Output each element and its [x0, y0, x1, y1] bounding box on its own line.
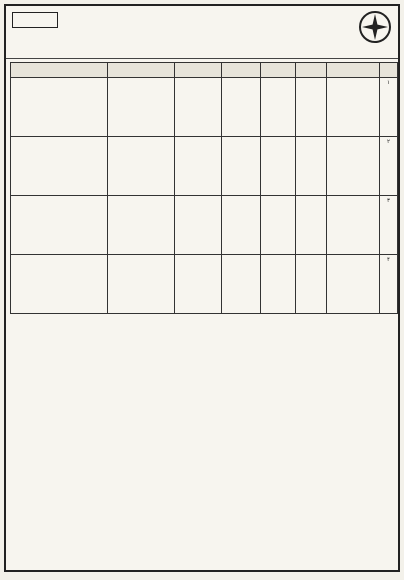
- ad-title: [126, 8, 278, 32]
- cell-address: [108, 255, 175, 314]
- newspaper-clipping: [4, 4, 400, 572]
- condition-item: [12, 465, 392, 481]
- auction-table: [10, 62, 398, 314]
- organization-name: [284, 12, 354, 34]
- cell-description: [11, 255, 108, 314]
- cell-area: [261, 196, 296, 255]
- table-row: [11, 255, 398, 314]
- cell-description: [11, 78, 108, 137]
- cell-price: [175, 137, 222, 196]
- col-header-use: [296, 63, 327, 78]
- footer-org-name: [12, 550, 392, 564]
- cell-price: [175, 255, 222, 314]
- cell-type: [327, 196, 380, 255]
- cell-use: [296, 196, 327, 255]
- table-row: [11, 78, 398, 137]
- cell-price: [175, 78, 222, 137]
- cell-description: [11, 196, 108, 255]
- cell-building: [222, 78, 261, 137]
- col-header-area: [261, 63, 296, 78]
- col-header-num: [380, 63, 398, 78]
- col-header-address: [108, 63, 175, 78]
- col-header-price: [175, 63, 222, 78]
- conditions-intro: [12, 356, 392, 372]
- cell-use: [296, 137, 327, 196]
- condition-item: [12, 447, 392, 463]
- condition-item: [12, 393, 392, 409]
- cell-building: [222, 255, 261, 314]
- cell-building: [222, 196, 261, 255]
- ad-subtitle: [12, 36, 392, 54]
- table-header-row: [11, 63, 398, 78]
- cell-type: [327, 137, 380, 196]
- cell-description: [11, 137, 108, 196]
- cell-num: ۱: [380, 78, 398, 137]
- col-header-building: [222, 63, 261, 78]
- cell-num: ۲: [380, 137, 398, 196]
- cell-address: [108, 196, 175, 255]
- col-header-type: [327, 63, 380, 78]
- condition-item: [12, 483, 392, 499]
- cell-price: [175, 196, 222, 255]
- cell-building: [222, 137, 261, 196]
- cell-type: [327, 255, 380, 314]
- cell-area: [261, 78, 296, 137]
- cell-area: [261, 137, 296, 196]
- ad-header: [6, 6, 398, 59]
- auction-conditions: [12, 356, 392, 526]
- condition-item: [12, 501, 392, 517]
- table-row: [11, 196, 398, 255]
- condition-item: [12, 411, 392, 427]
- cell-address: [108, 78, 175, 137]
- cell-type: [327, 78, 380, 137]
- col-header-description: [11, 63, 108, 78]
- condition-item: [12, 375, 392, 391]
- cell-use: [296, 255, 327, 314]
- cell-num: ۴: [380, 255, 398, 314]
- cell-num: ۳: [380, 196, 398, 255]
- condition-item: [12, 429, 392, 445]
- cell-address: [108, 137, 175, 196]
- cell-use: [296, 78, 327, 137]
- cell-area: [261, 255, 296, 314]
- round-badge: [12, 12, 58, 28]
- table-row: [11, 137, 398, 196]
